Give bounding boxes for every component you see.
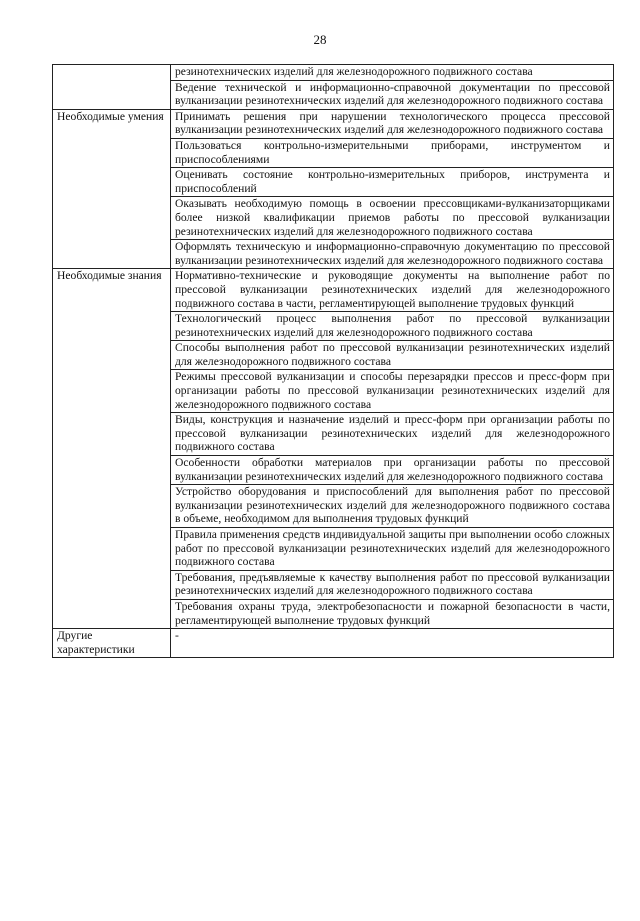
- page-number: 28: [313, 32, 327, 47]
- table-cell: Оказывать необходимую помощь в освоении прессовщиками-вулканизаторщиками более низкой квалификации приемов работы по прессовой вулканизации резинотехнических изделий для железнодорожного подвижного состава: [171, 197, 614, 240]
- row-label-skills: Необходимые умения: [53, 109, 171, 269]
- row-label-knowledge: Необходимые знания: [53, 269, 171, 629]
- table-cell: Правила применения средств индивидуальной защиты при выполнении особо сложных работ по прессовой вулканизации резинотехнических изделий для железнодорожного подвижного состава: [171, 528, 614, 571]
- table-cell: резинотехнических изделий для железнодорожного подвижного состава: [171, 65, 614, 81]
- requirements-table: [52, 64, 614, 658]
- table-cell: Ведение технической и информационно-справочной документации по прессовой вулканизации резинотехнических изделий для железнодорожного подвижного состава: [171, 80, 614, 109]
- table-cell: Режимы прессовой вулканизации и способы перезарядки прессов и пресс-форм при организации работы по прессовой вулканизации резинотехнических изделий для железнодорожного подвижного состава: [171, 370, 614, 413]
- table-cell: Виды, конструкция и назначение изделий и пресс-форм при организации работы по прессовой вулканизации резинотехнических изделий для железнодорожного подвижного состава: [171, 413, 614, 456]
- table-cell: Пользоваться контрольно-измерительными приборами, инструментом и приспособлениями: [171, 138, 614, 167]
- table-row: [53, 65, 614, 81]
- table-cell: Особенности обработки материалов при организации работы по прессовой вулканизации резинотехнических изделий для железнодорожного подвижного состава: [171, 456, 614, 485]
- table-cell: Требования охраны труда, электробезопасности и пожарной безопасности в части, регламентирующей выполнение трудовых функций: [171, 599, 614, 628]
- table-cell: -: [171, 629, 614, 658]
- table-row: [53, 109, 614, 138]
- table-row: [53, 269, 614, 312]
- table-cell: Принимать решения при нарушении технологического процесса прессовой вулканизации резинотехнических изделий для железнодорожного подвижного состава: [171, 109, 614, 138]
- row-label: [53, 65, 171, 110]
- row-label-other: Другие характеристики: [53, 629, 171, 658]
- table-cell: Устройство оборудования и приспособлений для выполнения работ по прессовой вулканизации резинотехнических изделий для железнодорожного подвижного состава в объеме, необходимом для выполнения трудовых функций: [171, 485, 614, 528]
- table-cell: Технологический процесс выполнения работ по прессовой вулканизации резинотехнических изделий для железнодорожного подвижного состава: [171, 312, 614, 341]
- table-cell: Оформлять техническую и информационно-справочную документацию по прессовой вулканизации резинотехнических изделий для железнодорожного подвижного состава: [171, 240, 614, 269]
- table-cell: Оценивать состояние контрольно-измерительных приборов, инструмента и приспособлений: [171, 168, 614, 197]
- table-row: [53, 629, 614, 658]
- table-cell: Требования, предъявляемые к качеству выполнения работ по прессовой вулканизации резинотехнических изделий для железнодорожного подвижного состава: [171, 570, 614, 599]
- table-cell: Нормативно-технические и руководящие документы на выполнение работ по прессовой вулканизации резинотехнических изделий для железнодорожного подвижного состава в части, регламентирующей выполнение трудовых функций: [171, 269, 614, 312]
- table-cell: Способы выполнения работ по прессовой вулканизации резинотехнических изделий для железнодорожного подвижного состава: [171, 341, 614, 370]
